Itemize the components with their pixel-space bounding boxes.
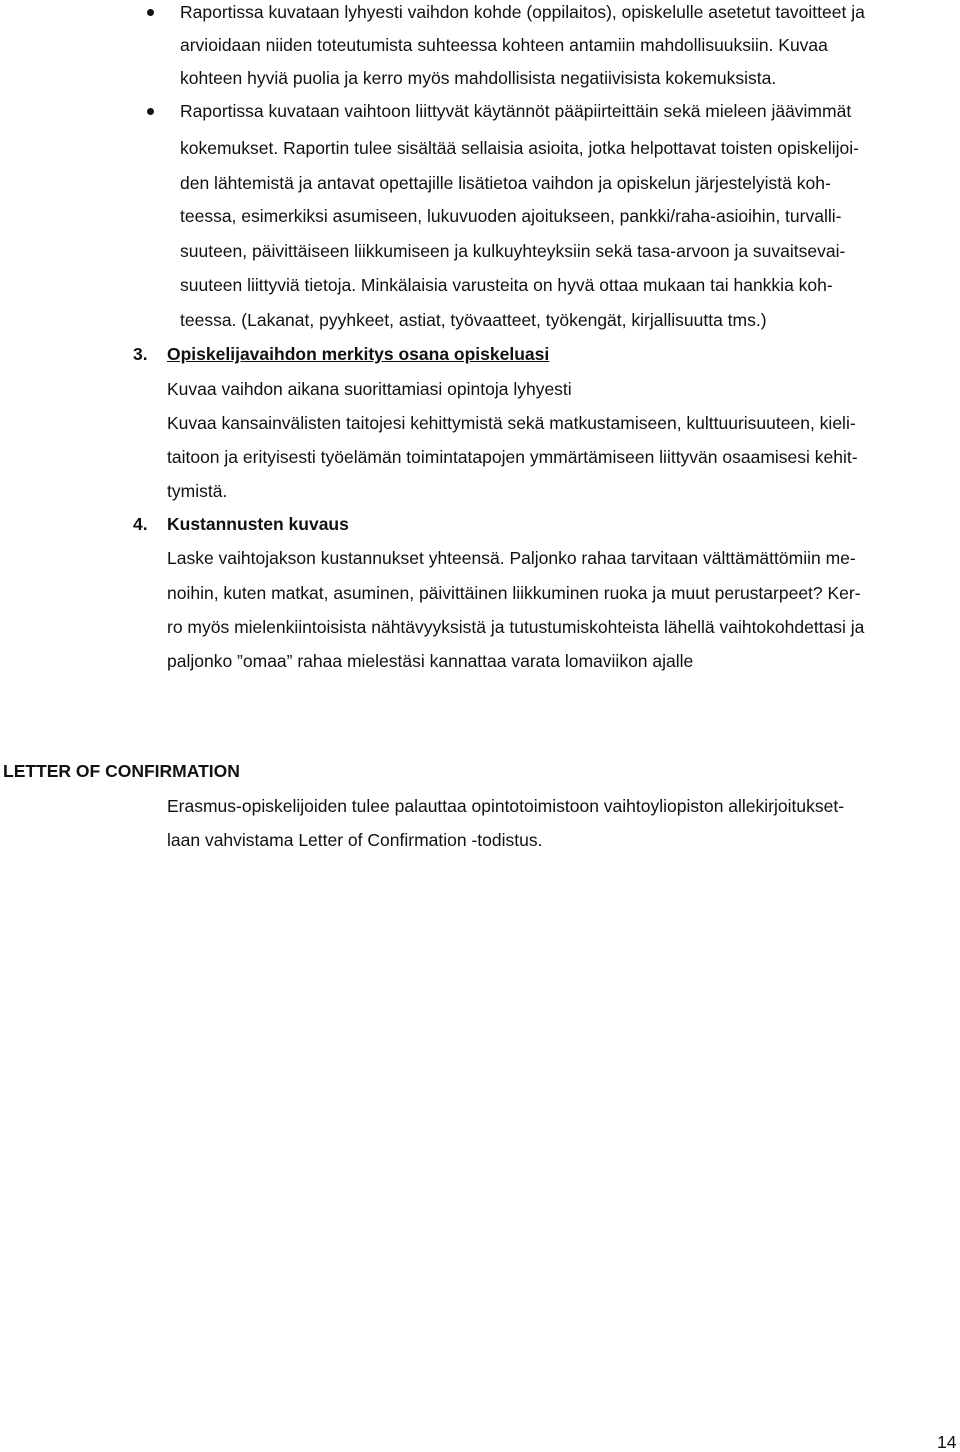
page-number: 14	[937, 1432, 957, 1452]
bullet-2-line-6: suuteen liittyviä tietoja. Minkälaisia varusteita on hyvä ottaa mukaan tai hankkia koh-	[180, 275, 833, 295]
section-4-para-line-4: paljonko ”omaa” rahaa mielestäsi kannattaa varata lomaviikon ajalle	[167, 651, 694, 671]
bullet-2-line-3: den lähtemistä ja antavat opettajille lisätietoa vaihdon ja opiskelun järjestelyistä koh-	[180, 173, 831, 193]
bullet-2-line-2: kokemukset. Raportin tulee sisältää sellaisia asioita, jotka helpottavat toisten opiskelijoi-	[180, 138, 859, 158]
section-3-para-1: Kuvaa vaihdon aikana suorittamiasi opintoja lyhyesti	[167, 379, 572, 399]
bullet-1-line-3: kohteen hyviä puolia ja kerro myös mahdollisista negatiivisista kokemuksista.	[180, 68, 777, 88]
section-3-para-2-line-2: taitoon ja erityisesti työelämän toimintatapojen ymmärtämiseen liittyvän osaamisesi kehit-	[167, 447, 858, 467]
bullet-marker	[147, 108, 154, 115]
bullet-2-line-1: Raportissa kuvataan vaihtoon liittyvät käytännöt pääpiirteittäin sekä mieleen jäävimmät	[180, 101, 852, 121]
section-3-para-2-line-1: Kuvaa kansainvälisten taitojesi kehittymistä sekä matkustamiseen, kulttuurisuuteen, kieli-	[167, 413, 856, 433]
bullet-2-line-5: suuteen, päivittäiseen liikkumiseen ja kulkuyhteyksiin sekä tasa-arvoon ja suvaitsevai-	[180, 241, 846, 261]
section-3-para-2-line-3: tymistä.	[167, 481, 228, 501]
bullet-2-line-4: teessa, esimerkiksi asumiseen, lukuvuoden ajoitukseen, pankki/raha-asioihin, turvalli-	[180, 206, 842, 226]
bullet-2-line-7: teessa. (Lakanat, pyyhkeet, astiat, työvaatteet, työkengät, kirjallisuutta tms.)	[180, 310, 767, 330]
letter-heading: LETTER OF CONFIRMATION	[3, 761, 240, 781]
section-4-para-line-1: Laske vaihtojakson kustannukset yhteensä. Paljonko rahaa tarvitaan välttämättömiin me-	[167, 548, 856, 568]
bullet-marker	[147, 9, 154, 16]
section-4-number: 4.	[133, 514, 148, 534]
section-4-para-line-3: ro myös mielenkiintoisista nähtävyyksistä ja tutustumiskohteista lähellä vaihtokohdettasi ja	[167, 617, 865, 637]
letter-para-line-1: Erasmus-opiskelijoiden tulee palauttaa opintotoimistoon vaihtoyliopiston allekirjoitukset-	[167, 796, 845, 816]
section-4-para-line-2: noihin, kuten matkat, asuminen, päivittäinen liikkuminen ruoka ja muut perustarpeet? Ker-	[167, 583, 861, 603]
letter-para-line-2: laan vahvistama Letter of Confirmation -todistus.	[167, 830, 543, 850]
bullet-1-line-1: Raportissa kuvataan lyhyesti vaihdon kohde (oppilaitos), opiskelulle asetetut tavoitteet ja	[180, 2, 865, 22]
section-4-heading: Kustannusten kuvaus	[167, 514, 349, 534]
section-3-heading: Opiskelijavaihdon merkitys osana opiskeluasi	[167, 344, 550, 364]
bullet-1-line-2: arvioidaan niiden toteutumista suhteessa kohteen antamiin mahdollisuuksiin. Kuvaa	[180, 35, 828, 55]
section-3-number: 3.	[133, 344, 148, 364]
